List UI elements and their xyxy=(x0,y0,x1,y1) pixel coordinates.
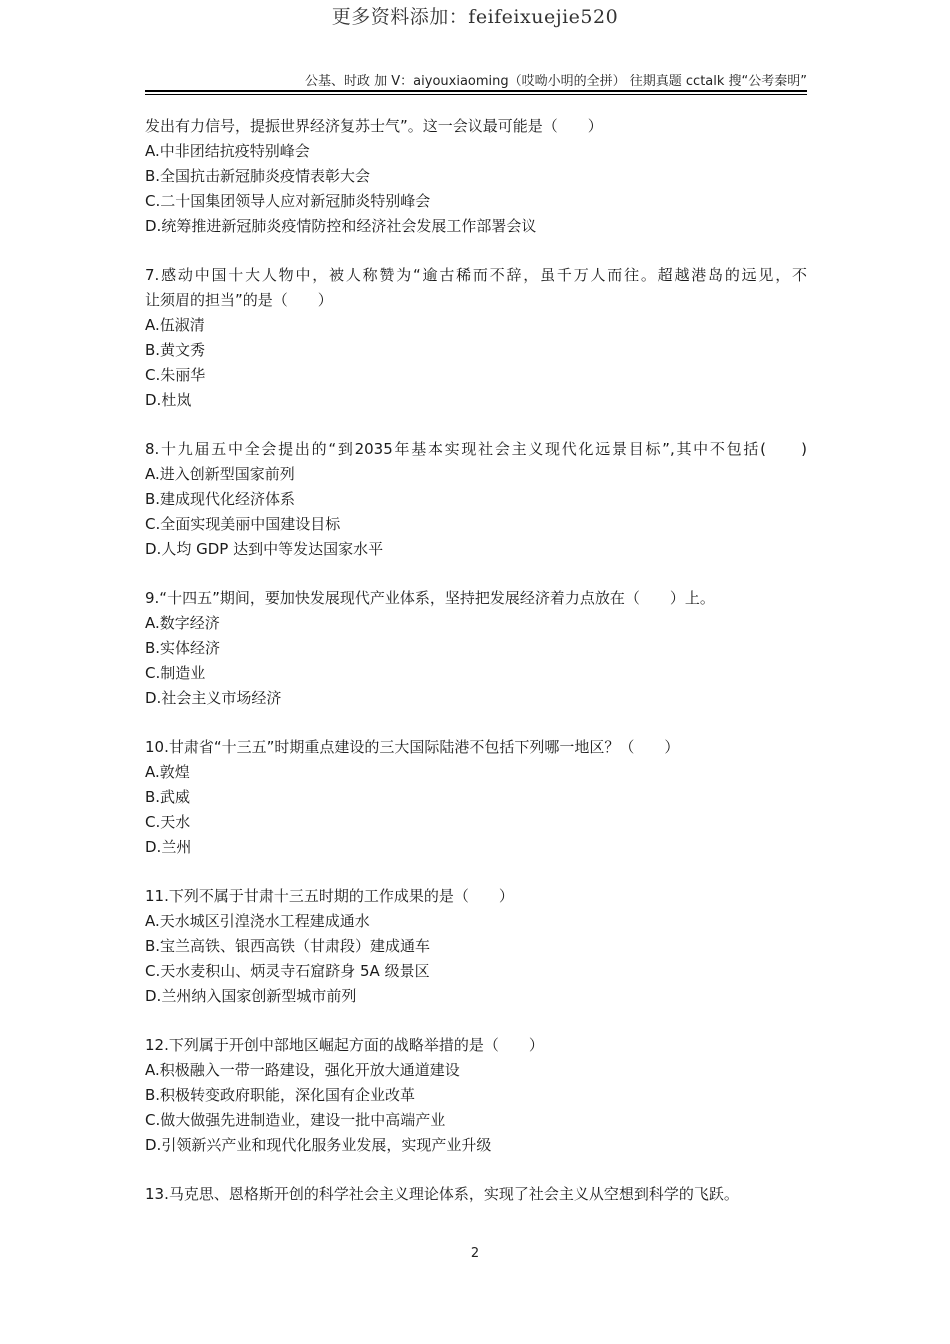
spacer xyxy=(145,239,807,263)
option-a: A.积极融入一带一路建设，强化开放大通道建设 xyxy=(145,1061,460,1079)
option-a: A.敦煌 xyxy=(145,763,190,781)
question-text: 9.“十四五”期间，要加快发展现代产业体系，坚持把发展经济着力点放在（ ）上。 xyxy=(145,589,715,607)
question-7 xyxy=(145,263,807,413)
question-13 xyxy=(145,1182,807,1207)
question-text: 11.下列不属于甘肃十三五时期的工作成果的是（ ） xyxy=(145,887,514,905)
question-8 xyxy=(145,437,807,562)
question-text: 8.十九届五中全会提出的“到2035年基本实现社会主义现代化远景目标”,其中不包括( ) xyxy=(145,440,807,458)
spacer xyxy=(145,711,807,735)
spacer xyxy=(145,1009,807,1033)
question-text: 10.甘肃省“十三五”时期重点建设的三大国际陆港不包括下列哪一地区？（ ） xyxy=(145,738,680,756)
option-a: A.数字经济 xyxy=(145,614,220,632)
question-9 xyxy=(145,586,807,711)
option-b: B.全国抗击新冠肺炎疫情表彰大会 xyxy=(145,167,371,185)
option-d: D.杜岚 xyxy=(145,391,192,409)
question-text: 7.感动中国十大人物中，被人称赞为“逾古稀而不辞，虽千万人而往。超越港岛的远见，不 xyxy=(145,266,807,284)
option-c: C.天水 xyxy=(145,813,191,831)
option-b: B.黄文秀 xyxy=(145,341,206,359)
option-b: B.建成现代化经济体系 xyxy=(145,490,296,508)
spacer xyxy=(145,860,807,884)
option-c: C.全面实现美丽中国建设目标 xyxy=(145,515,341,533)
option-a: A.进入创新型国家前列 xyxy=(145,465,295,483)
header-rule-thick xyxy=(145,90,807,92)
option-b: B.宝兰高铁、银西高铁（甘肃段）建成通车 xyxy=(145,937,431,955)
question-text: 13.马克思、恩格斯开创的科学社会主义理论体系，实现了社会主义从空想到科学的飞跃。 xyxy=(145,1185,739,1203)
option-d: D.兰州 xyxy=(145,838,192,856)
option-c: C.天水麦积山、炳灵寺石窟跻身 5A 级景区 xyxy=(145,962,430,980)
page-number: 2 xyxy=(470,1246,480,1261)
option-a: A.伍淑清 xyxy=(145,316,205,334)
spacer xyxy=(145,1158,807,1182)
option-a: A.天水城区引湟浇水工程建成通水 xyxy=(145,912,370,930)
question-12 xyxy=(145,1033,807,1158)
question-text: 12.下列属于开创中部地区崛起方面的战略举措的是（ ） xyxy=(145,1036,544,1054)
header-rule-thin xyxy=(145,94,807,95)
spacer xyxy=(145,413,807,437)
question-continuation xyxy=(145,114,807,239)
option-d: D.兰州纳入国家创新型城市前列 xyxy=(145,987,357,1005)
option-b: B.武威 xyxy=(145,788,191,806)
question-11 xyxy=(145,884,807,1009)
option-d: D.引领新兴产业和现代化服务业发展，实现产业升级 xyxy=(145,1136,492,1154)
question-text: 让须眉的担当”的是（ ） xyxy=(145,291,333,309)
option-b: B.实体经济 xyxy=(145,639,221,657)
watermark-text: 更多资料添加：feifeixuejie520 xyxy=(331,6,619,28)
document-body xyxy=(145,114,807,1207)
question-text: 发出有力信号，提振世界经济复苏士气”。这一会议最可能是（ ） xyxy=(145,117,603,135)
option-b: B.积极转变政府职能，深化国有企业改革 xyxy=(145,1086,416,1104)
question-10 xyxy=(145,735,807,860)
option-c: C.朱丽华 xyxy=(145,366,206,384)
page-header: 公基、时政 加 V：aiyouxiaoming（哎呦小明的全拼） 往期真题 cctalk 搜“公考秦明” xyxy=(305,74,807,89)
option-c: C.二十国集团领导人应对新冠肺炎特别峰会 xyxy=(145,192,431,210)
option-d: D.人均 GDP 达到中等发达国家水平 xyxy=(145,540,384,558)
option-d: D.社会主义市场经济 xyxy=(145,689,282,707)
option-a: A.中非团结抗疫特别峰会 xyxy=(145,142,310,160)
option-c: C.做大做强先进制造业，建设一批中高端产业 xyxy=(145,1111,446,1129)
spacer xyxy=(145,562,807,586)
option-c: C.制造业 xyxy=(145,664,206,682)
option-d: D.统筹推进新冠肺炎疫情防控和经济社会发展工作部署会议 xyxy=(145,217,537,235)
